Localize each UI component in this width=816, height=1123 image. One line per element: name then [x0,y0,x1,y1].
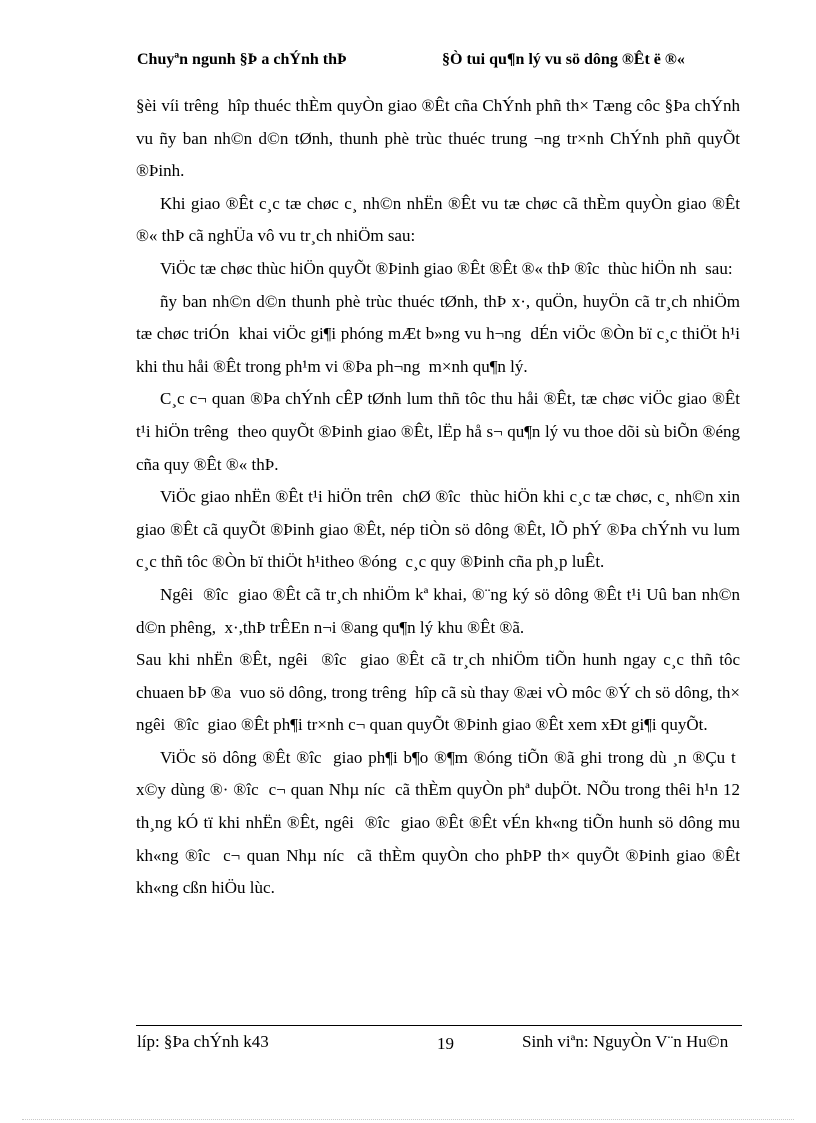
footer-class: líp: §Þa chÝnh k43 [137,1032,269,1051]
paragraph: ñy ban nh©n d©n thunh phè trùc thuéc tØnh, thÞ x·, quÖn, huyÖn cã tr¸ch nhiÖm tæ chøc triÓn khai viÖc gi¶i phóng mÆt b»ng vu h¬ng dÉn viÖc ®Òn bï c¸c thiÖt h¹i khi thu håi ®Êt trong ph¹m vi ®Þa ph¬ng m×nh qu¶n lý. [136,291,740,376]
paragraph: Khi giao ®Êt c¸c tæ chøc c¸ nh©n nhËn ®Êt vu tæ chøc cã thÈm quyÒn giao ®Êt ®« thÞ cã nghÜa vô vu tr¸ch nhiÖm sau: [136,193,740,246]
paragraph: Sau khi nhËn ®Êt, ngêi ®îc giao ®Êt cã tr¸ch nhiÖm tiÕn hunh ngay c¸c thñ tôc chuaen bÞ ®a vuo sö dông, trong trêng hîp cã sù thay ®æi vÒ môc ®Ý ch sö dông, th× ngêi ®îc giao ®Êt ph¶i tr×nh c¬ quan quyÕt ®Þinh giao ®Êt xem xÐt gi¶i quyÕt. [136,650,740,735]
paragraph: ViÖc giao nhËn ®Êt t¹i hiÖn trên chØ ®îc thùc hiÖn khi c¸c tæ chøc, c¸ nh©n xin giao ®Êt cã quyÕt ®Þinh giao ®Êt, nép tiÒn sö dông ®Êt, lÕ phÝ ®Þa chÝnh vu lum c¸c thñ tôc ®Òn bï thiÖt h¹itheo ®óng c¸c quy ®Þinh cña ph¸p luÊt. [136,487,740,572]
footer-student: Sinh viªn: NguyÒn V¨n Hu©n [522,1032,729,1051]
document-body [136,90,740,905]
page-edge-divider [22,1119,794,1120]
page-footer [137,1032,743,1082]
paragraph: ViÖc sö dông ®Êt ®îc giao ph¶i b¶o ®¶m ®óng tiÕn ®ã ghi trong dù ¸n ®Çu t x©y dùng ®· ®îc c¬ quan Nhµ níc cã thÈm quyÒn phª duþÖt. NÕu trong thêi h¹n 12 th¸ng kÓ tï khi nhËn ®Êt, ngêi ®îc giao ®Êt ®Êt vÉn kh«ng tiÕn hunh sö dông mu kh«ng ®îc c¬ quan Nhµ níc cã thÈm quyÒn cho phÞP th× quyÕt ®Þinh giao ®Êt kh«ng cßn hiÖu lùc. [136,747,740,898]
header-course: Chuyªn ngunh §Þ a chÝnh thÞ [137,51,347,68]
page-number: 19 [437,1034,454,1053]
paragraph: C¸c c¬ quan ®Þa chÝnh cÊP tØnh lum thñ tôc thu håi ®Êt, tæ chøc viÖc giao ®Êt t¹i hiÖn trêng theo quyÕt ®Þinh giao ®Êt, lËp hå s¬ qu¶n lý vu thoe dõi sù biÕn ®éng cña quy ®Êt ®« thÞ. [136,389,740,474]
paragraph: §èi víi trêng hîp thuéc thÈm quyÒn giao ®Êt cña ChÝnh phñ th× Tæng côc §Þa chÝnh vu ñy ban nh©n d©n tØnh, thunh phè trùc thuéc trung ¬ng tr×nh ChÝnh phñ quyÕt ®Þinh. [136,96,740,181]
paragraph: Ngêi ®îc giao ®Êt cã tr¸ch nhiÖm kª khai, ®¨ng ký sö dông ®Êt t¹i Uû ban nh©n d©n phêng, x·,thÞ trÊEn n¬i ®ang qu¶n lý khu ®Êt ®ã. [136,584,740,637]
page-header [137,50,743,90]
paragraph: ViÖc tæ chøc thùc hiÖn quyÕt ®Þinh giao ®Êt ®Êt ®« thÞ ®îc thùc hiÖn nh sau: [160,258,733,278]
header-topic: §Ò tui qu¶n lý vu sö dông ®Êt ë ®« [442,51,685,68]
footer-divider [136,1025,742,1026]
